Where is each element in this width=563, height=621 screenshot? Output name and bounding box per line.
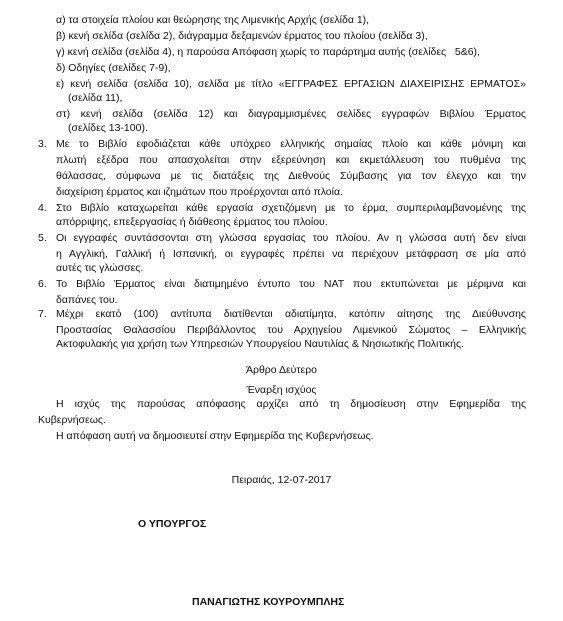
item-number-3: 3. [38,138,47,150]
sublist-item-f-cont: (σελίδες 13-100). [68,122,148,134]
item-5-line-1: Οι εγγραφές συντάσσονται στη γλώσσα εργασίας του πλοίου. Αν η γλώσσα αυτή δεν είναι [56,232,526,244]
item-3-line-1: Με το Βιβλίο εφοδιάζεται κάθε υπόχρεο ελληνικής σημαίας πλοίο και κάθε μόνιμη και [56,138,526,150]
signer-title: Ο ΥΠΟΥΡΓΟΣ [138,518,207,530]
signer-name: ΠΑΝΑΓΙΩΤΗΣ ΚΟΥΡΟΥΜΠΛΗΣ [192,596,345,608]
item-number-5: 5. [38,232,47,244]
item-3-line-3: θάλασσας, σύμφωνα με τις διατάξεις της Διεθνούς Σύμβασης για τον έλεγχο και την [56,170,526,182]
sublist-item-b: β) κενή σελίδα (σελίδα 2), διάγραμμα δεξαμενών έρματος του πλοίου (σελίδα 3), [56,30,428,42]
sublist-item-c: γ) κενή σελίδα (σελίδα 4), η παρούσα Απόφαση χωρίς το παράρτημα αυτής (σελίδες 5&6), [56,46,480,58]
place-date: Πειραιάς, 12-07-2017 [231,474,332,486]
item-5-line-3: αυτές τις γλώσσες. [56,262,144,274]
item-4-line-1: Στο Βιβλίο καταχωρείται κάθε εργασία σχετιζόμενη με το έρμα, συμπεριλαμβανομένης της [56,202,526,214]
sublist-item-d: δ) Οδηγίες (σελίδες 7-9), [56,62,171,74]
item-3-line-4: διαχείριση έρματος και ιζημάτων που προέρχονται από πλοία. [56,186,343,198]
article-paragraph-1-line-2: Κυβερνήσεως. [38,414,106,426]
article-paragraph-2: Η απόφαση αυτή να δημοσιευτεί στην Εφημερίδα της Κυβερνήσεως. [56,430,374,442]
item-7-line-1: Μέχρι εκατό (100) αντίτυπα διατίθενται αδιατίμητα, κατόπιν αίτησης της Διεύθυνσης [56,308,526,320]
item-3-line-2: πλωτή εξέδρα που απασχολείται στην εξερεύνηση και εκμετάλλευση του πυθμένα της [56,154,526,166]
item-7-line-3: Ακτοφυλακής για χρήση των Υπηρεσιών Υπουργείου Ναυτιλίας & Νησιωτικής Πολιτικής. [56,338,464,350]
item-number-6: 6. [38,278,47,290]
sublist-item-a: α) τα στοιχεία πλοίου και θεώρησης της Λιμενικής Αρχής (σελίδα 1), [56,14,370,26]
sublist-item-e: ε) κενή σελίδα (σελίδα 10), σελίδα με τίτλο «ΕΓΓΡΑΦΕΣ ΕΡΓΑΣΙΩΝ ΔΙΑΧΕΙΡΙΣΗΣ ΕΡΜΑΤΟΣ» [56,78,526,90]
article-heading: Άρθρο Δεύτερο [245,364,318,376]
sublist-item-e-cont: (σελίδα 11), [68,92,123,104]
item-6-line-2: δαπάνες του. [56,294,118,306]
item-6-line-1: Το Βιβλίο Έρματος είναι διατιμημένο έντυπο του ΝΑΤ που εκτυπώνεται με μέριμνα και [56,278,526,290]
item-number-4: 4. [38,202,47,214]
sublist-item-f: στ) κενή σελίδα (σελίδα 12) και διαγραμμισμένες σελίδες εγγραφών Βιβλίου Έρματος [56,108,526,120]
item-number-7: 7. [38,308,47,320]
item-7-line-2: Προστασίας Θαλασσίου Περιβάλλοντος του Αρχηγείου Λιμενικού Σώματος – Ελληνικής [56,324,526,336]
article-subheading: Έναρξη ισχύος [246,384,317,396]
article-paragraph-1-line-1: Η ισχύς της παρούσας απόφασης αρχίζει από τη δημοσίευση στην Εφημερίδα της [56,398,526,410]
item-5-line-2: η Αγγλική, Γαλλική ή Ισπανική, οι εγγραφές πρέπει να περιέχουν μετάφραση σε μία από [56,248,526,260]
item-4-line-2: απόρριψης, επεξεργασίας ή διάθεσης έρματος του πλοίου. [56,216,328,228]
